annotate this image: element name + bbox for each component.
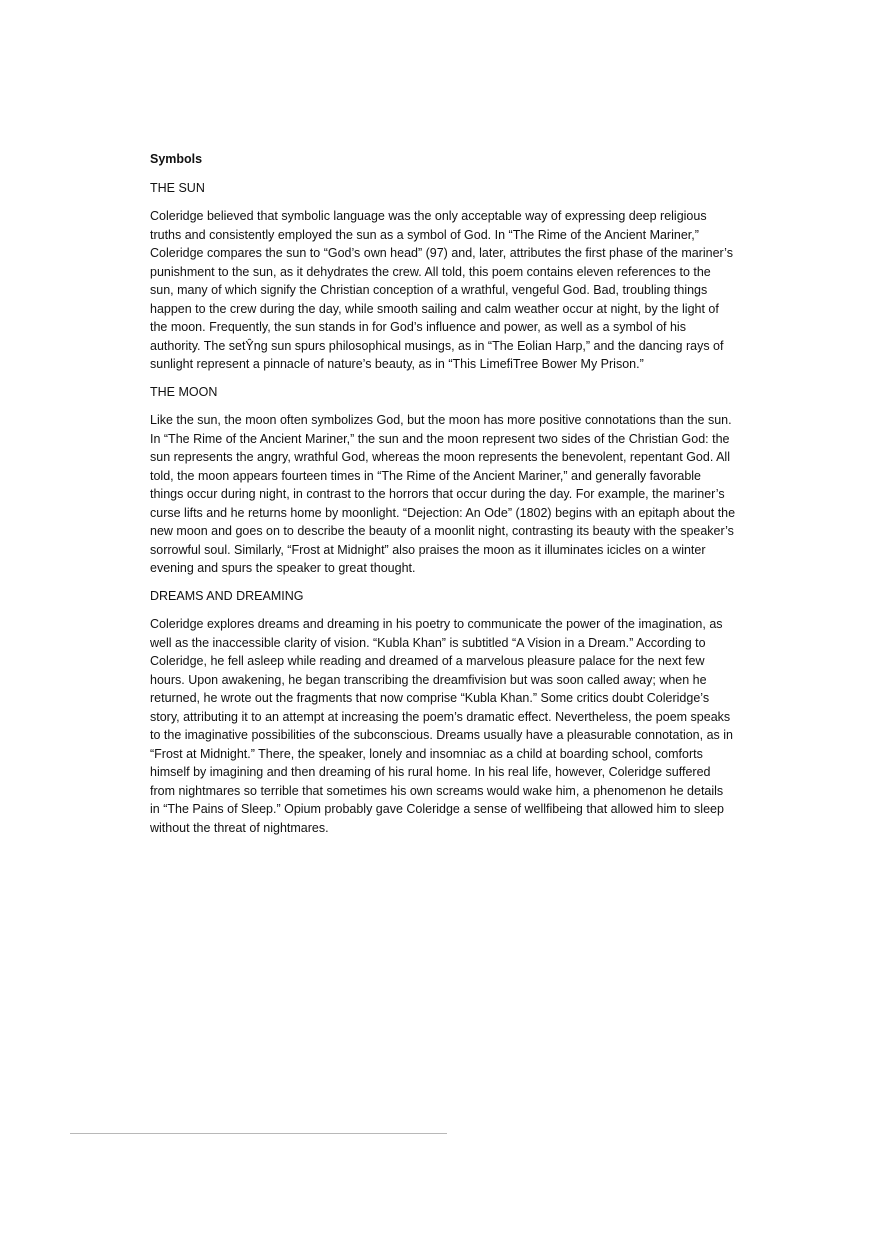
section-text-sun: Coleridge believed that symbolic language was the only acceptable way of expressing deep religious truths and consistently employed the sun as a symbol of God. In “The Rime of the Ancient Mariner,” Coleridge compares the sun to “God’s own head” (97) and, later, attributes the first phase of the mariner’s punishment to the sun, as it dehydrates the crew. All told, this poem contains eleven references to the sun, many of which signify the Christian conception of a wrathful, vengeful God. Bad, troubling things happen to the crew during the day, while smooth sailing and calm weather occur at night, by the light of the moon. Frequently, the sun stands in for God’s influence and power, as well as a symbol of his authority. The setŶng sun spurs philosophical musings, as in “The Eolian Harp,” and the dancing rays of sunlight represent a pinnacle of nature’s beauty, as in “This LimefiTree Bower My Prison.” [150,209,733,371]
footnote-separator [70,1133,447,1134]
section-heading-dreams: DREAMS AND DREAMING [150,588,304,603]
section-text-dreams: Coleridge explores dreams and dreaming in his poetry to communicate the power of the imagination, as well as the inaccessible clarity of vision. “Kubla Khan” is subtitled “A Vision in a Dream.” According to Coleridge, he fell asleep while reading and dreamed of a marvelous pleasure palace for the next few hours. Upon awakening, he began transcribing the dreamfivision but was soon called away; when he returned, he wrote out the fragments that now comprise “Kubla Khan.” Some critics doubt Coleridge’s story, attributing it to an attempt at increasing the poem’s dramatic effect. Nevertheless, the poem speaks to the imaginative possibilities of the subconscious. Dreams usually have a pleasurable connotation, as in “Frost at Midnight.” There, the speaker, lonely and insomniac as a child at boarding school, comforts himself by imagining and then dreaming of his rural home. In his real life, however, Coleridge suffered from nightmares so terrible that sometimes his own screams would wake him, a phenomenon he details in “The Pains of Sleep.” Opium probably gave Coleridge a sense of wellfibeing that allowed him to sleep without the threat of nightmares. [150,617,733,835]
section-heading-sun: THE SUN [150,180,205,195]
section-heading-moon: THE MOON [150,384,218,399]
document-title: Symbols [150,152,203,166]
section-text-moon: Like the sun, the moon often symbolizes God, but the moon has more positive connotations than the sun. In “The Rime of the Ancient Mariner,” the sun and the moon represent two sides of the Christian God: the sun represents the angry, wrathful God, whereas the moon represents the benevolent, repentant God. All told, the moon appears fourteen times in “The Rime of the Ancient Mariner,” and generally favorable things occur during night, in contrast to the horrors that occur during the day. For example, the mariner’s curse lifts and he returns home by moonlight. “Dejection: An Ode” (1802) begins with an epitaph about the new moon and goes on to describe the beauty of a moonlit night, contrasting its beauty with the speaker’s sorrowful soul. Similarly, “Frost at Midnight” also praises the moon as it illuminates icicles on a winter evening and spurs the speaker to great thought. [150,413,736,575]
document-body [150,150,736,846]
